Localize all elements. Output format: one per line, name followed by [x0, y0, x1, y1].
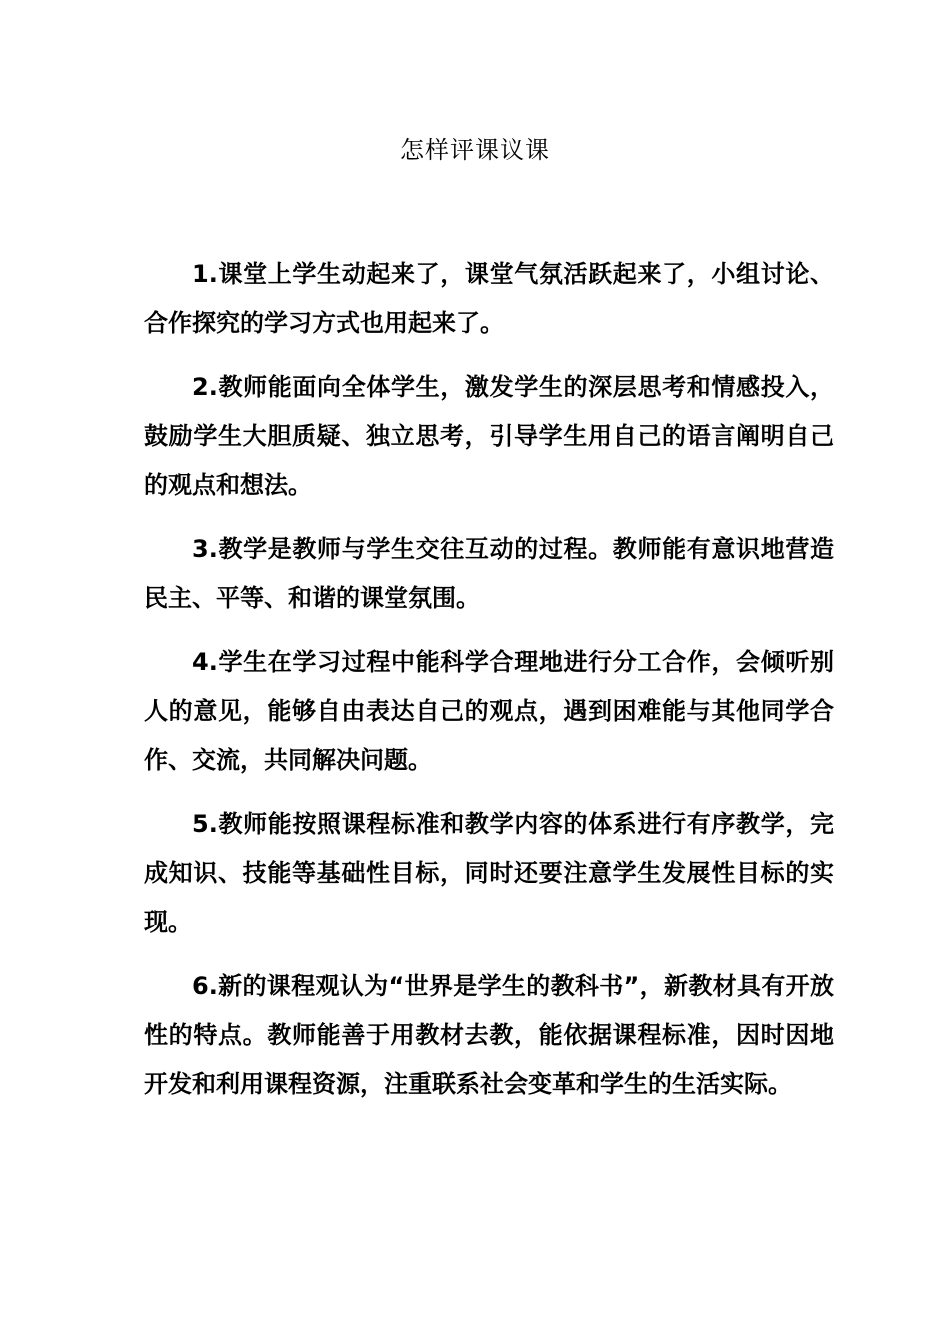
paragraph-1: 1.课堂上学生动起来了，课堂气氛活跃起来了，小组讨论、合作探究的学习方式也用起来了。: [144, 260, 834, 337]
document-body: [144, 250, 834, 1124]
paragraph-6: 6.新的课程观认为“世界是学生的教科书”，新教材具有开放性的特点。教师能善于用教材去教，能依据课程标准，因时因地开发和利用课程资源，注重联系社会变革和学生的生活实际。: [144, 972, 834, 1098]
paragraph-4: 4.学生在学习过程中能科学合理地进行分工合作，会倾听别人的意见，能够自由表达自己的观点，遇到困难能与其他同学合作、交流，共同解决问题。: [144, 648, 834, 774]
paragraph-3: 3.教学是教师与学生交往互动的过程。教师能有意识地营造民主、平等、和谐的课堂氛围。: [144, 535, 834, 612]
paragraph-2: 2.教师能面向全体学生，激发学生的深层思考和情感投入，鼓励学生大胆质疑、独立思考，引导学生用自己的语言阐明自己的观点和想法。: [144, 373, 834, 499]
document-title: 怎样评课议课: [400, 136, 550, 164]
paragraph-5: 5.教师能按照课程标准和教学内容的体系进行有序教学，完成知识、技能等基础性目标，同时还要注意学生发展性目标的实现。: [144, 810, 834, 936]
